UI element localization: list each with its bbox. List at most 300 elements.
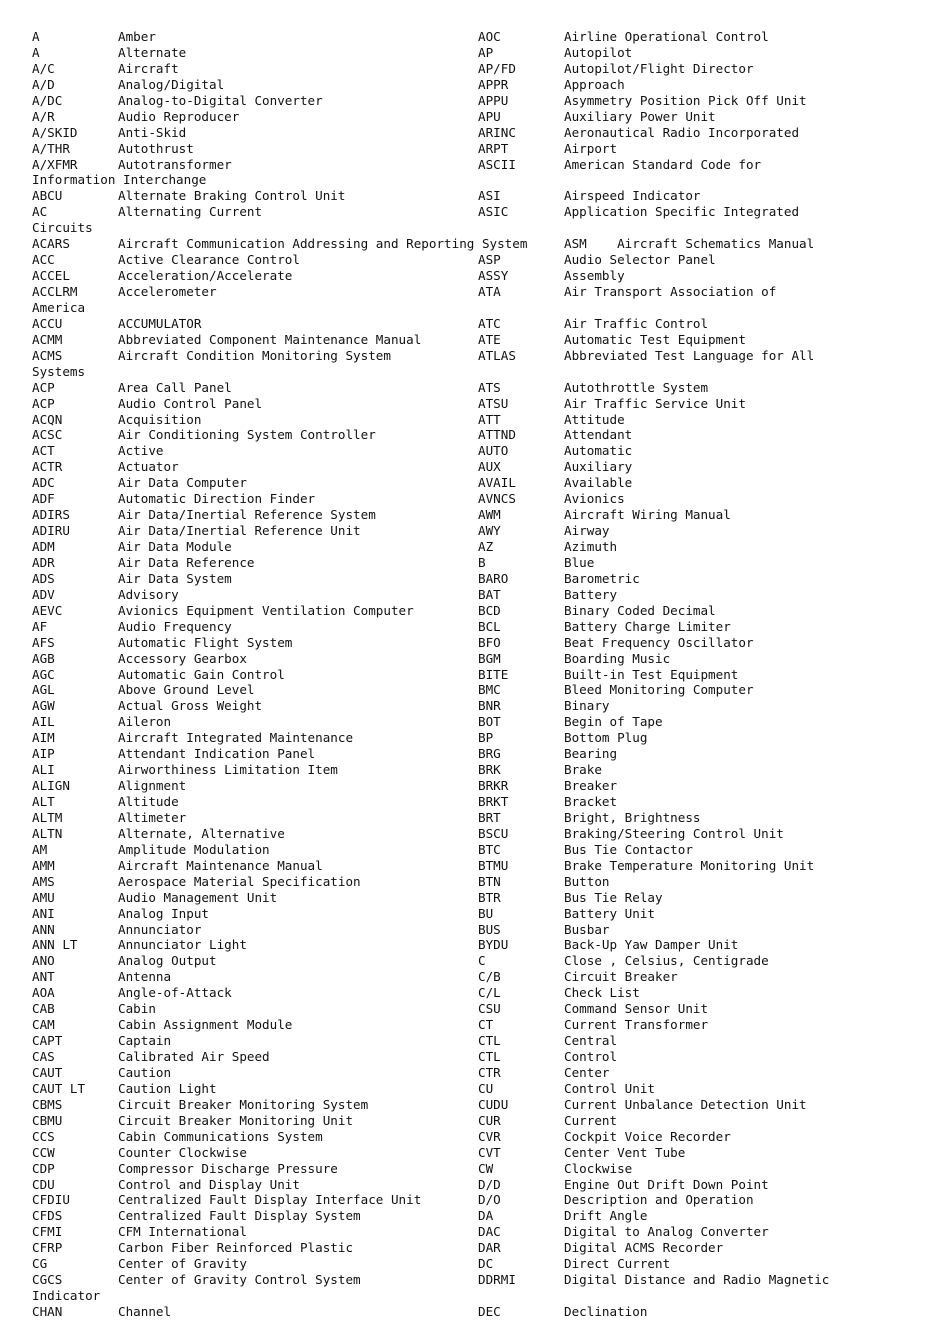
left-abbreviation: ANN LT <box>32 937 78 953</box>
left-definition: Advisory <box>118 586 179 602</box>
list-line <box>0 826 950 842</box>
right-definition: Avionics <box>564 491 625 507</box>
right-abbreviation: CTR <box>478 1064 501 1080</box>
right-abbreviation: BCD <box>478 602 501 618</box>
left-definition: Actual Gross Weight <box>118 698 263 714</box>
right-abbreviation: ATSU <box>478 395 509 411</box>
left-definition: Audio Management Unit <box>118 889 278 905</box>
left-definition: Autotransformer <box>118 156 232 172</box>
right-definition: Center Vent Tube <box>564 1144 686 1160</box>
right-abbreviation: BTMU <box>478 857 509 873</box>
left-definition: Accelerometer <box>118 284 217 299</box>
left-abbreviation: CBMS <box>32 1096 63 1112</box>
left-abbreviation: ALTN <box>32 825 63 841</box>
left-definition: Air Data/Inertial Reference System <box>118 507 376 523</box>
left-abbreviation: A/SKID <box>32 124 78 140</box>
list-line <box>0 491 950 507</box>
left-definition: Carbon Fiber Reinforced Plastic <box>118 1240 354 1256</box>
right-abbreviation: APU <box>478 108 501 124</box>
right-abbreviation: C/L <box>478 985 501 1001</box>
left-definition: Altitude <box>118 794 179 809</box>
left-abbreviation: CCS <box>32 1128 55 1144</box>
left-definition: Altimeter <box>118 809 187 825</box>
list-line <box>0 172 950 188</box>
list-line <box>0 874 950 890</box>
list-line <box>0 603 950 619</box>
left-abbreviation: A/DC <box>32 92 63 108</box>
left-abbreviation: ACT <box>32 443 55 459</box>
left-abbreviation: CAUT <box>32 1064 63 1080</box>
right-abbreviation: CVT <box>478 1144 501 1160</box>
right-definition: Battery Unit <box>564 905 655 921</box>
list-line <box>0 635 950 651</box>
right-definition: Binary Coded Decimal <box>564 602 716 618</box>
left-abbreviation: A <box>32 44 40 60</box>
right-definition: Bottom Plug <box>564 730 648 746</box>
list-line <box>0 443 950 459</box>
right-abbreviation: BARO <box>478 570 509 586</box>
right-abbreviation: BP <box>478 730 494 746</box>
list-line <box>0 332 950 348</box>
list-line <box>0 1001 950 1017</box>
left-abbreviation: CGCS <box>32 1272 63 1288</box>
list-line <box>0 1129 950 1145</box>
right-abbreviation: AVAIL <box>478 475 516 491</box>
left-definition: Amplitude Modulation <box>118 841 270 857</box>
right-abbreviation: ASIC <box>478 204 509 220</box>
list-line <box>0 396 950 412</box>
right-definition: Center <box>564 1064 610 1080</box>
right-definition: Air Transport Association of <box>564 284 777 299</box>
right-definition: Drift Angle <box>564 1208 648 1224</box>
left-definition: Avionics Equipment Ventilation Computer <box>118 602 414 618</box>
right-abbreviation: AVNCS <box>478 491 516 507</box>
left-definition: Circuit Breaker Monitoring Unit <box>118 1112 354 1128</box>
left-abbreviation: CFMI <box>32 1224 63 1240</box>
left-abbreviation: AC <box>32 204 48 220</box>
left-definition: Automatic Gain Control <box>118 666 285 682</box>
right-definition: Autothrottle System <box>564 379 709 395</box>
list-line <box>0 1161 950 1177</box>
list-line <box>0 188 950 204</box>
right-abbreviation: CVR <box>478 1128 501 1144</box>
left-definition: Alternating Current <box>118 204 263 220</box>
left-abbreviation: AMM <box>32 857 55 873</box>
right-abbreviation: AOC <box>478 29 501 44</box>
right-definition: Airport <box>564 140 618 156</box>
right-abbreviation: AP <box>478 44 494 60</box>
left-definition: Attendant Indication Panel <box>118 746 316 762</box>
left-definition: Air Data Computer <box>118 475 247 491</box>
left-abbreviation: CBMU <box>32 1112 63 1128</box>
left-definition: Compressor Discharge Pressure <box>118 1160 338 1176</box>
list-line <box>0 29 950 45</box>
list-line <box>0 125 950 141</box>
right-definition: Azimuth <box>564 539 618 554</box>
right-definition: Attendant <box>564 427 633 443</box>
right-definition: Autopilot/Flight Director <box>564 60 754 76</box>
left-definition: Alignment <box>118 778 187 794</box>
left-definition: Autothrust <box>118 140 194 156</box>
right-abbreviation: ASP <box>478 252 501 268</box>
right-definition: Airline Operational Control <box>564 29 769 44</box>
right-abbreviation: BMC <box>478 682 501 698</box>
list-line <box>0 109 950 125</box>
right-definition: Cockpit Voice Recorder <box>564 1128 731 1144</box>
right-abbreviation: ATS <box>478 379 501 395</box>
list-line <box>0 1256 950 1272</box>
right-definition: Approach <box>564 76 625 92</box>
right-definition: Close , Celsius, Centigrade <box>564 953 769 969</box>
right-definition: Asymmetry Position Pick Off Unit <box>564 92 807 108</box>
right-abbreviation: BCL <box>478 618 501 634</box>
right-definition: Circuit Breaker <box>564 969 678 985</box>
list-line <box>0 141 950 157</box>
left-abbreviation: CG <box>32 1256 48 1272</box>
list-line <box>0 45 950 61</box>
right-definition: Declination <box>564 1304 648 1319</box>
left-abbreviation: ALI <box>32 762 55 778</box>
list-line <box>0 93 950 109</box>
list-line <box>0 364 950 380</box>
right-abbreviation: ATA <box>478 284 501 299</box>
right-abbreviation: BNR <box>478 698 501 714</box>
left-abbreviation: ANO <box>32 953 55 969</box>
left-abbreviation: ADC <box>32 475 55 491</box>
list-line <box>0 969 950 985</box>
right-definition: Barometric <box>564 570 640 586</box>
right-definition: Assembly <box>564 268 625 284</box>
left-abbreviation: CFRP <box>32 1240 63 1256</box>
right-definition: Abbreviated Test Language for All <box>564 347 815 363</box>
left-abbreviation: ABCU <box>32 188 63 204</box>
left-definition: Air Data Module <box>118 539 232 554</box>
list-line <box>0 985 950 1001</box>
left-definition: Centralized Fault Display System <box>118 1208 361 1224</box>
right-abbreviation: CW <box>478 1160 494 1176</box>
left-abbreviation: ALTM <box>32 809 63 825</box>
left-abbreviation: CDU <box>32 1176 55 1192</box>
left-definition: CFM International <box>118 1224 247 1240</box>
left-abbreviation: ACCEL <box>32 268 70 284</box>
left-definition: Audio Frequency <box>118 618 232 634</box>
left-abbreviation: ALIGN <box>32 778 70 794</box>
left-definition: Cabin <box>118 1001 156 1017</box>
left-abbreviation: AMS <box>32 873 55 889</box>
right-definition: Aircraft Wiring Manual <box>564 507 731 523</box>
left-abbreviation: AFS <box>32 634 55 650</box>
right-definition: Back-Up Yaw Damper Unit <box>564 937 739 953</box>
right-abbreviation: D/O <box>478 1192 501 1208</box>
list-line <box>0 667 950 683</box>
list-line <box>0 810 950 826</box>
left-abbreviation: ACP <box>32 379 55 395</box>
right-abbreviation: BUS <box>478 921 501 937</box>
list-line <box>0 698 950 714</box>
list-line <box>0 762 950 778</box>
list-line <box>0 1097 950 1113</box>
list-line <box>0 523 950 539</box>
right-definition: Digital ACMS Recorder <box>564 1240 724 1256</box>
right-abbreviation: CU <box>478 1080 494 1096</box>
list-line <box>0 730 950 746</box>
list-line <box>0 412 950 428</box>
right-abbreviation: BFO <box>478 634 501 650</box>
left-definition: Airworthiness Limitation Item <box>118 762 338 778</box>
right-abbreviation: DA <box>478 1208 494 1224</box>
right-definition: American Standard Code for <box>564 156 762 172</box>
right-abbreviation: BGM <box>478 650 501 666</box>
left-abbreviation: ADF <box>32 491 55 507</box>
right-abbreviation: B <box>478 554 486 570</box>
left-definition: Caution Light <box>118 1080 217 1096</box>
right-abbreviation: BRK <box>478 762 501 778</box>
left-definition: Annunciator Light <box>118 937 247 953</box>
list-line <box>0 252 950 268</box>
left-abbreviation: Systems <box>32 363 86 379</box>
right-abbreviation: ATLAS <box>478 347 516 363</box>
right-definition: Direct Current <box>564 1256 671 1272</box>
left-abbreviation: CFDS <box>32 1208 63 1224</box>
right-definition: Blue <box>564 554 595 570</box>
right-definition: Current <box>564 1112 618 1128</box>
right-definition: Busbar <box>564 921 610 937</box>
right-abbreviation: D/D <box>478 1176 501 1192</box>
right-abbreviation: BYDU <box>478 937 509 953</box>
left-abbreviation: ACQN <box>32 411 63 427</box>
left-definition: Control and Display Unit <box>118 1176 300 1192</box>
list-line <box>0 953 950 969</box>
list-line <box>0 1033 950 1049</box>
list-line <box>0 300 950 316</box>
right-definition: Boarding Music <box>564 650 671 666</box>
right-definition: Bracket <box>564 794 618 809</box>
list-line <box>0 1240 950 1256</box>
left-abbreviation: AF <box>32 618 48 634</box>
right-definition: ASM Aircraft Schematics Manual <box>564 236 815 252</box>
right-definition: Digital to Analog Converter <box>564 1224 769 1240</box>
right-definition: Automatic <box>564 443 633 459</box>
right-definition: Digital Distance and Radio Magnetic <box>564 1272 830 1288</box>
right-definition: Available <box>564 475 633 491</box>
list-line <box>0 890 950 906</box>
left-definition: Acceleration/Accelerate <box>118 268 293 284</box>
left-definition: Automatic Direction Finder <box>118 491 316 507</box>
list-line <box>0 1177 950 1193</box>
left-abbreviation: ADS <box>32 570 55 586</box>
left-definition: Aerospace Material Specification <box>118 873 361 889</box>
left-abbreviation: A/D <box>32 76 55 92</box>
left-abbreviation: ACSC <box>32 427 63 443</box>
list-line <box>0 555 950 571</box>
right-definition: Binary <box>564 698 610 714</box>
left-abbreviation: A <box>32 29 40 44</box>
left-definition: Analog-to-Digital Converter <box>118 92 323 108</box>
left-definition: Aileron <box>118 714 172 730</box>
right-abbreviation: BRKT <box>478 794 509 809</box>
right-definition: Current Unbalance Detection Unit <box>564 1096 807 1112</box>
list-line <box>0 316 950 332</box>
right-abbreviation: CTL <box>478 1049 501 1064</box>
list-line <box>0 475 950 491</box>
right-definition: Application Specific Integrated <box>564 204 800 220</box>
left-definition: Antenna <box>118 969 172 985</box>
list-line <box>0 268 950 284</box>
list-line <box>0 794 950 810</box>
left-abbreviation: ACARS <box>32 236 70 252</box>
right-definition: Battery <box>564 586 618 602</box>
right-definition: Central <box>564 1033 618 1049</box>
left-definition: Captain <box>118 1033 172 1049</box>
right-abbreviation: BRG <box>478 746 501 762</box>
left-definition: Active <box>118 443 164 459</box>
right-definition: Air Traffic Control <box>564 315 709 331</box>
right-definition: Aeronautical Radio Incorporated <box>564 124 800 140</box>
right-definition: Bus Tie Relay <box>564 889 663 905</box>
right-definition: Auxiliary Power Unit <box>564 108 716 124</box>
right-abbreviation: ARINC <box>478 124 516 140</box>
right-abbreviation: C <box>478 953 486 969</box>
right-abbreviation: BOT <box>478 714 501 730</box>
left-abbreviation: ACMM <box>32 331 63 347</box>
list-line <box>0 937 950 953</box>
list-line <box>0 1145 950 1161</box>
left-definition: Angle-of-Attack <box>118 985 232 1001</box>
left-definition: Circuit Breaker Monitoring System <box>118 1096 369 1112</box>
left-abbreviation: CDP <box>32 1160 55 1176</box>
left-definition: Analog/Digital <box>118 76 225 92</box>
left-abbreviation: CAM <box>32 1017 55 1033</box>
left-abbreviation: AGL <box>32 682 55 698</box>
left-definition: Air Data/Inertial Reference Unit <box>118 523 361 539</box>
left-definition: Channel <box>118 1304 172 1319</box>
left-abbreviation: ADM <box>32 539 55 554</box>
right-abbreviation: DC <box>478 1256 494 1272</box>
left-abbreviation: AEVC <box>32 602 63 618</box>
left-definition: Center of Gravity Control System <box>118 1272 361 1288</box>
right-definition: Autopilot <box>564 44 633 60</box>
list-line <box>0 220 950 236</box>
list-line <box>0 922 950 938</box>
right-definition: Control <box>564 1049 618 1064</box>
left-abbreviation: AIL <box>32 714 55 730</box>
left-abbreviation: Information Interchange <box>32 172 207 188</box>
right-abbreviation: BTN <box>478 873 501 889</box>
left-abbreviation: A/C <box>32 60 55 76</box>
list-line <box>0 1081 950 1097</box>
right-definition: Begin of Tape <box>564 714 663 730</box>
left-definition: Alternate, Alternative <box>118 825 285 841</box>
left-abbreviation: AGW <box>32 698 55 714</box>
left-abbreviation: ACTR <box>32 459 63 475</box>
right-definition: Control Unit <box>564 1080 655 1096</box>
left-abbreviation: Circuits <box>32 220 93 236</box>
left-definition: Analog Output <box>118 953 217 969</box>
left-abbreviation: ADR <box>32 554 55 570</box>
right-abbreviation: AWY <box>478 523 501 539</box>
right-abbreviation: CTL <box>478 1033 501 1049</box>
list-line <box>0 746 950 762</box>
left-definition: ACCUMULATOR <box>118 315 202 331</box>
right-abbreviation: APPR <box>478 76 509 92</box>
list-line <box>0 714 950 730</box>
left-abbreviation: ANI <box>32 905 55 921</box>
left-abbreviation: ACC <box>32 252 55 268</box>
right-definition: Clockwise <box>564 1160 633 1176</box>
left-definition: Aircraft Communication Addressing and Reporting System <box>118 236 528 252</box>
list-line <box>0 380 950 396</box>
list-line <box>0 507 950 523</box>
list-line <box>0 236 950 252</box>
right-definition: Airspeed Indicator <box>564 188 701 204</box>
right-abbreviation: ATT <box>478 411 501 427</box>
abbreviation-list <box>0 29 950 1320</box>
left-definition: Analog Input <box>118 905 209 921</box>
right-definition: Command Sensor Unit <box>564 1001 709 1017</box>
right-abbreviation: CUR <box>478 1112 501 1128</box>
list-line <box>0 682 950 698</box>
right-abbreviation: C/B <box>478 969 501 985</box>
left-abbreviation: Indicator <box>32 1288 101 1304</box>
list-line <box>0 284 950 300</box>
right-abbreviation: AP/FD <box>478 60 516 76</box>
left-abbreviation: AMU <box>32 889 55 905</box>
right-abbreviation: BAT <box>478 586 501 602</box>
list-line <box>0 1017 950 1033</box>
left-abbreviation: America <box>32 299 86 315</box>
list-line <box>0 1288 950 1304</box>
right-abbreviation: APPU <box>478 92 509 108</box>
left-definition: Acquisition <box>118 411 202 427</box>
left-abbreviation: A/XFMR <box>32 156 78 172</box>
left-abbreviation: A/THR <box>32 140 70 156</box>
left-definition: Audio Control Panel <box>118 395 263 411</box>
left-abbreviation: CAB <box>32 1001 55 1017</box>
left-definition: Air Data Reference <box>118 554 255 570</box>
list-line <box>0 619 950 635</box>
left-definition: Caution <box>118 1064 172 1080</box>
right-definition: Air Traffic Service Unit <box>564 395 746 411</box>
left-definition: Aircraft Maintenance Manual <box>118 857 323 873</box>
right-definition: Beat Frequency Oscillator <box>564 634 754 650</box>
left-abbreviation: AOA <box>32 985 55 1001</box>
right-definition: Breaker <box>564 778 618 794</box>
left-definition: Active Clearance Control <box>118 252 300 268</box>
right-definition: Bus Tie Contactor <box>564 841 693 857</box>
right-abbreviation: AWM <box>478 507 501 523</box>
left-definition: Cabin Communications System <box>118 1128 323 1144</box>
right-definition: Battery Charge Limiter <box>564 618 731 634</box>
left-definition: Air Data System <box>118 570 232 586</box>
left-abbreviation: A/R <box>32 108 55 124</box>
left-abbreviation: CAPT <box>32 1033 63 1049</box>
left-definition: Air Conditioning System Controller <box>118 427 376 443</box>
list-line <box>0 459 950 475</box>
list-line <box>0 427 950 443</box>
left-definition: Actuator <box>118 459 179 475</box>
left-definition: Alternate Braking Control Unit <box>118 188 346 204</box>
right-definition: Auxiliary <box>564 459 633 475</box>
right-definition: Bearing <box>564 746 618 762</box>
right-abbreviation: CT <box>478 1017 494 1033</box>
right-abbreviation: AUX <box>478 459 501 475</box>
right-abbreviation: ASI <box>478 188 501 204</box>
left-abbreviation: ACCLRM <box>32 284 78 299</box>
left-abbreviation: AM <box>32 841 48 857</box>
right-abbreviation: BRT <box>478 809 501 825</box>
left-definition: Anti-Skid <box>118 124 187 140</box>
right-definition: Automatic Test Equipment <box>564 331 746 347</box>
